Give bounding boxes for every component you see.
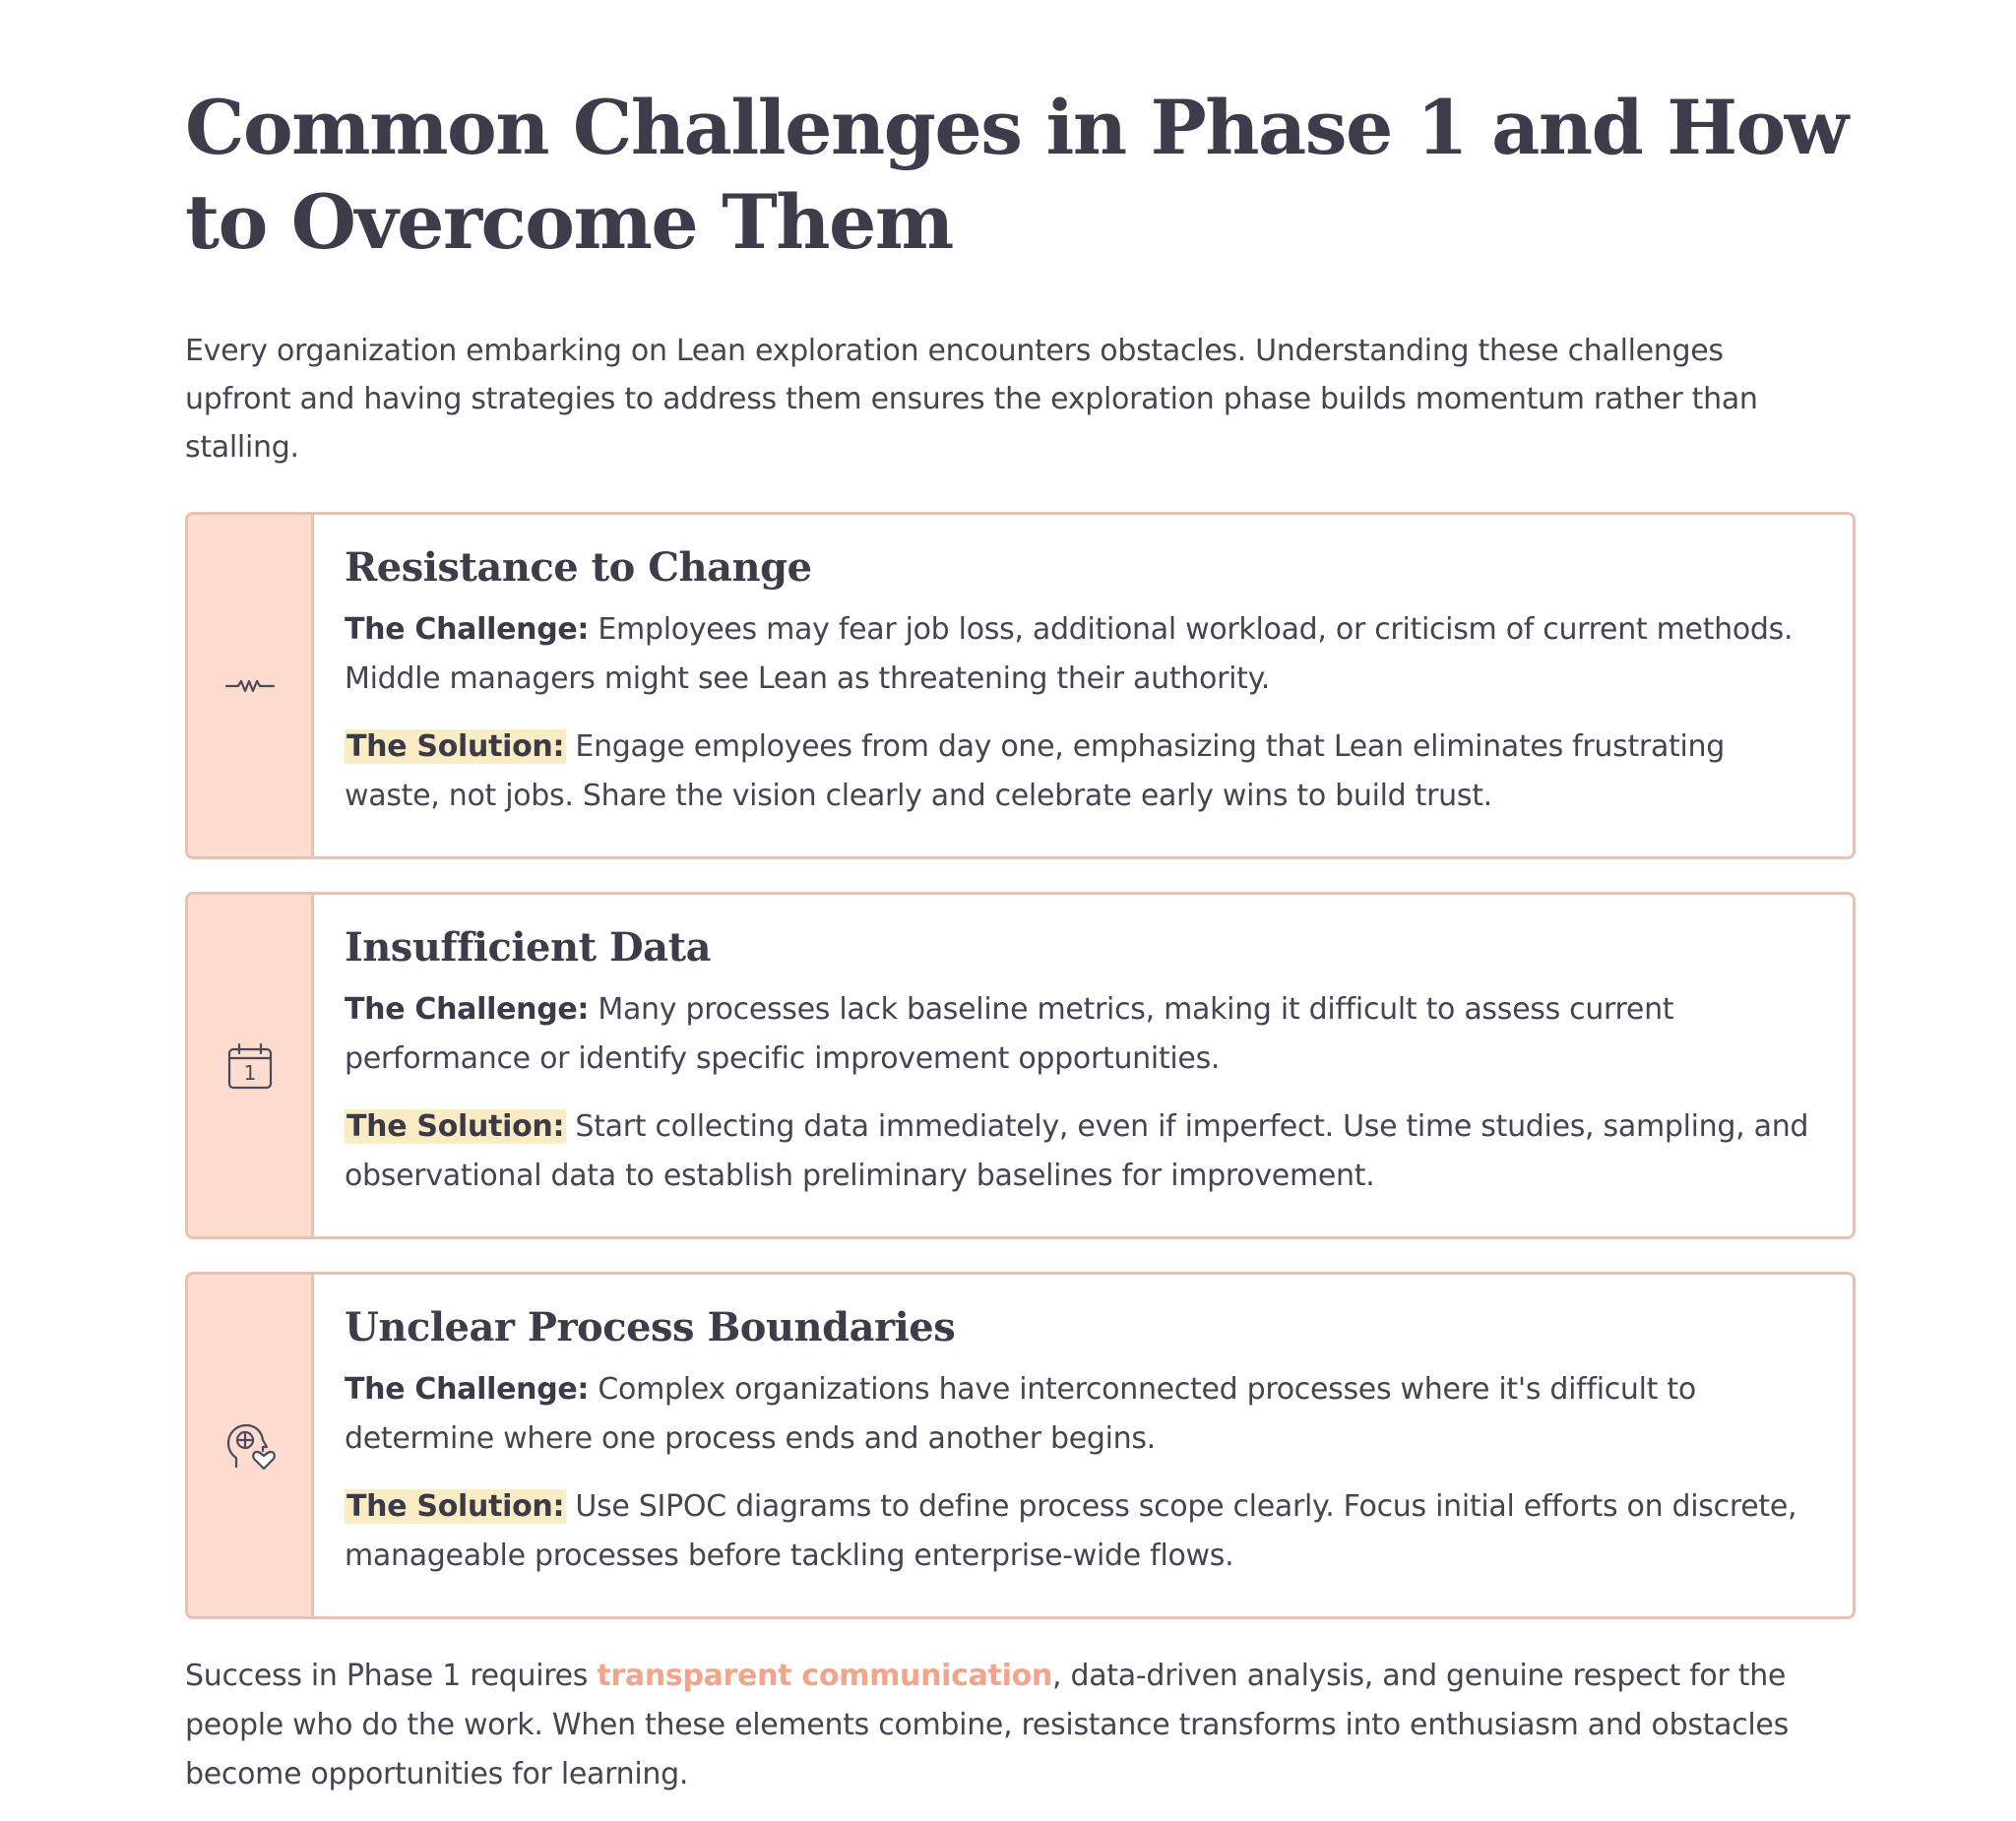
- conclusion-text-end: , data-driven analysis, and genuine respect for the people who do the work. When these elements combine, resistance transforms into enthusiasm and obstacles become opportunities for learning.: [185, 1659, 1789, 1791]
- solution-text: [345, 1102, 1823, 1201]
- page-title: Common Challenges in Phase 1 and How to Overcome Them: [185, 84, 1848, 266]
- challenge-card: [185, 1272, 1856, 1619]
- solution-label: The Solution:: [346, 1489, 565, 1524]
- card-body: [314, 515, 1853, 856]
- card-body: [314, 895, 1853, 1236]
- challenge-text: [345, 985, 1823, 1084]
- card-heading: Unclear Process Boundaries: [345, 1304, 956, 1350]
- solution-label: The Solution:: [346, 729, 565, 764]
- resistor-icon: [224, 674, 276, 698]
- intro-paragraph: Every organization embarking on Lean exploration encounters obstacles. Understanding these challenges upfront and having strategies to address them ensures the exploration phase builds momentum rather than stalling.: [185, 334, 1758, 465]
- conclusion-text-start: Success in Phase 1 requires: [185, 1659, 598, 1693]
- challenge-card: [185, 512, 1856, 859]
- card-icon-panel: [188, 515, 314, 856]
- challenge-text: [345, 605, 1823, 704]
- challenge-description: Many processes lack baseline metrics, making it difficult to assess current performance or identify specific improvement opportunities.: [345, 992, 1674, 1076]
- solution-description: Engage employees from day one, emphasizing that Lean eliminates frustrating waste, not jobs. Share the vision clearly and celebrate early wins to build trust.: [345, 729, 1726, 813]
- card-icon-panel: [188, 1275, 314, 1616]
- solution-description: Use SIPOC diagrams to define process scope clearly. Focus initial efforts on discrete, manageable processes before tackling enterprise-wide flows.: [345, 1489, 1797, 1573]
- conclusion-highlight: transparent communication: [597, 1659, 1052, 1693]
- head-heart-icon: [224, 1421, 276, 1471]
- challenge-text: [345, 1365, 1823, 1464]
- card-heading: Resistance to Change: [345, 544, 812, 591]
- challenge-card: [185, 892, 1856, 1239]
- challenge-label: The Challenge:: [345, 992, 590, 1027]
- conclusion-paragraph: [185, 1652, 1856, 1799]
- solution-text: [345, 722, 1823, 821]
- solution-text: [345, 1482, 1823, 1581]
- challenge-cards: [185, 512, 1831, 1619]
- challenge-description: Employees may fear job loss, additional workload, or criticism of current methods. Middle managers might see Lean as threatening their authority.: [345, 612, 1794, 696]
- card-icon-panel: [188, 895, 314, 1236]
- solution-description: Start collecting data immediately, even if imperfect. Use time studies, sampling, and observational data to establish preliminary baselines for improvement.: [345, 1109, 1809, 1193]
- card-body: [314, 1275, 1853, 1616]
- challenge-label: The Challenge:: [345, 612, 590, 647]
- calendar-icon: [226, 1041, 274, 1091]
- calendar-icon-number: 1: [243, 1060, 256, 1085]
- card-heading: Insufficient Data: [345, 924, 711, 971]
- solution-label: The Solution:: [346, 1109, 565, 1144]
- challenge-description: Complex organizations have interconnected processes where it's difficult to determine where one process ends and another begins.: [345, 1372, 1696, 1456]
- challenge-label: The Challenge:: [345, 1372, 590, 1407]
